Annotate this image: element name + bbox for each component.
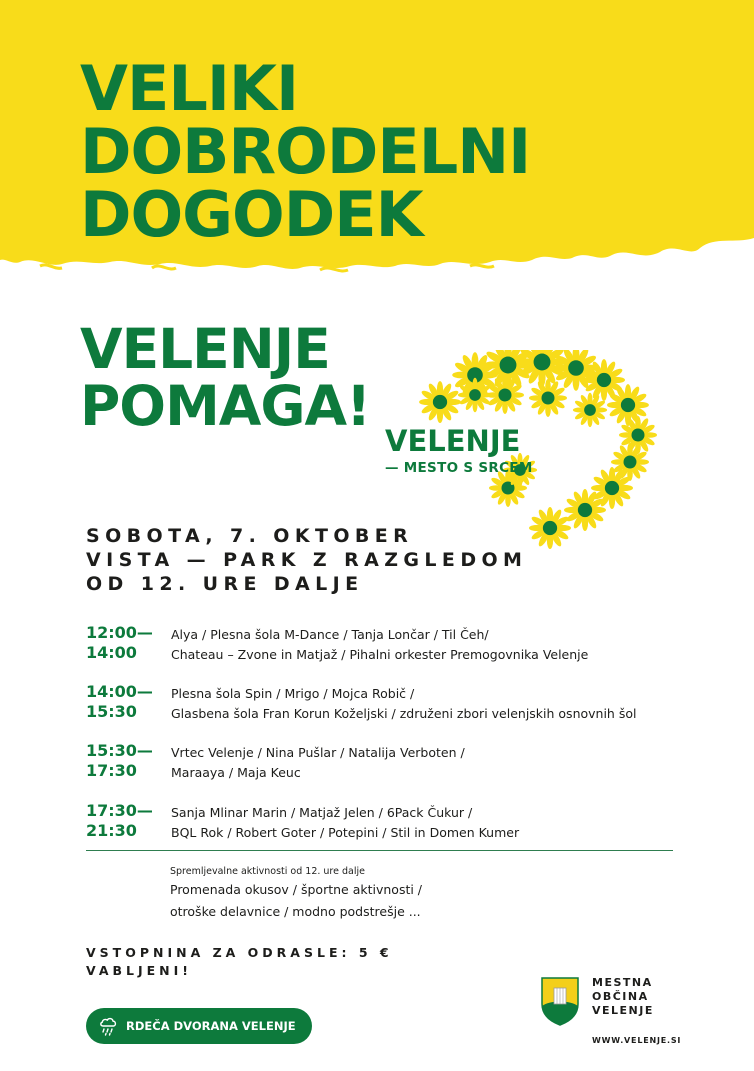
divider	[86, 850, 673, 851]
event-date: SOBOTA, 7. OKTOBER	[86, 525, 414, 547]
logo-city: VELENJE	[385, 424, 521, 458]
slot-time-end: 15:30	[86, 702, 137, 721]
slot-acts-line2: Glasbena šola Fran Korun Koželjski / združeni zbori velenjskih osnovnih šol	[171, 706, 637, 721]
event-start: OD 12. URE DALJE	[86, 573, 364, 595]
slot-acts-line2: Maraaya / Maja Keuc	[171, 765, 301, 780]
entry-fee: VSTOPNINA ZA ODRASLE: 5 €	[86, 945, 393, 960]
slot-time-start: 15:30—	[86, 741, 153, 760]
title-line-3: DOGODEK	[80, 178, 423, 251]
title-line-2: DOBRODELNI	[80, 115, 531, 188]
slot-acts-line2: BQL Rok / Robert Goter / Potepini / Stil in Domen Kumer	[171, 825, 520, 840]
cloud-rain-icon	[98, 1015, 120, 1037]
extra-activities-heading: Spremljevalne aktivnosti od 12. ure dalje	[170, 866, 365, 877]
extra-activities-line1: Promenada okusov / športne aktivnosti /	[170, 882, 423, 897]
slot-acts-line1: Sanja Mlinar Marin / Matjaž Jelen / 6Pack Čukur /	[171, 805, 473, 820]
slot-time-start: 14:00—	[86, 682, 153, 701]
title-line-1: VELIKI	[80, 52, 299, 125]
slot-acts-line1: Plesna šola Spin / Mrigo / Mojca Robič /	[171, 686, 415, 701]
slot-time-end: 14:00	[86, 643, 137, 662]
subtitle-line-1: VELENJE	[80, 317, 330, 381]
slot-acts-line1: Alya / Plesna šola M-Dance / Tanja Lončar / Til Čeh/	[171, 627, 489, 642]
municipality-crest-icon	[540, 976, 580, 1026]
website-link[interactable]: WWW.VELENJE.SI	[592, 1036, 682, 1045]
subtitle-line-2: POMAGA!	[80, 374, 371, 438]
logo-slogan: — MESTO S SRCEM	[385, 460, 533, 476]
venue-button-label: RDEČA DVORANA VELENJE	[126, 1019, 296, 1033]
event-location: VISTA — PARK Z RAZGLEDOM	[86, 549, 528, 571]
slot-acts-line2: Chateau – Zvone in Matjaž / Pihalni orkester Premogovnika Velenje	[171, 647, 589, 662]
slot-time-start: 12:00—	[86, 623, 153, 642]
slot-time-end: 17:30	[86, 761, 137, 780]
municipality-line-2: OBČINA	[592, 990, 649, 1003]
municipality-line-3: VELENJE	[592, 1004, 654, 1017]
extra-activities-line2: otroške delavnice / modno podstrešje ...	[170, 904, 421, 919]
venue-button[interactable]	[86, 1008, 312, 1044]
slot-acts-line1: Vrtec Velenje / Nina Pušlar / Natalija Verboten /	[171, 745, 465, 760]
municipality-line-1: MESTNA	[592, 976, 653, 989]
welcome-text: VABLJENI!	[86, 963, 192, 978]
slot-time-start: 17:30—	[86, 801, 153, 820]
slot-time-end: 21:30	[86, 821, 137, 840]
